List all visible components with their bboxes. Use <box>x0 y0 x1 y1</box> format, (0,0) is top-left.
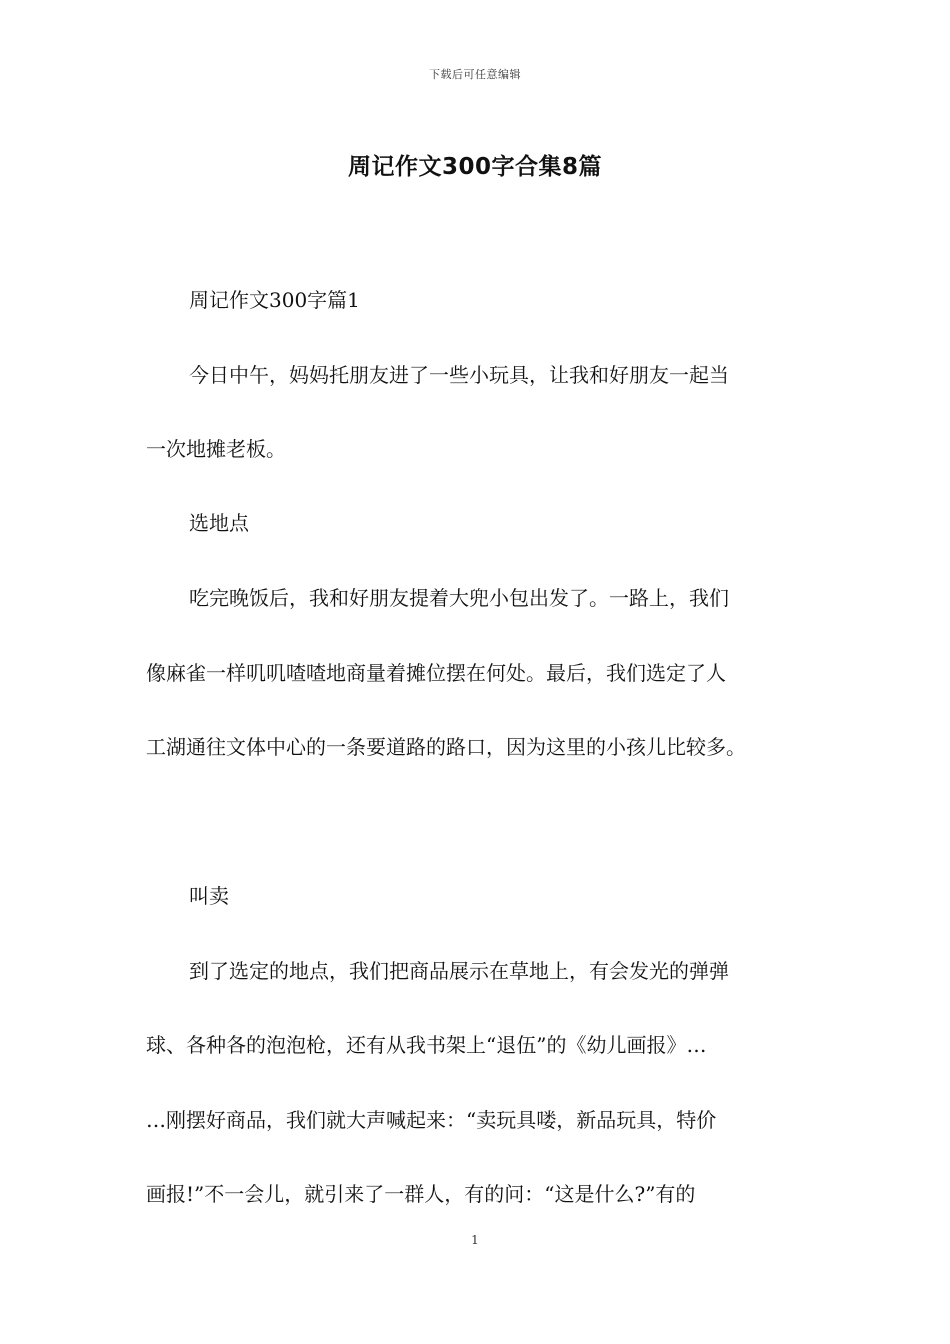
subheading-peddling: 叫卖 <box>189 884 229 908</box>
header-note: 下载后可任意编辑 <box>429 68 521 81</box>
paragraph-line: 吃完晚饭后，我和好朋友提着大兜小包出发了。一路上，我们 <box>189 586 729 610</box>
section-heading-1: 周记作文300字篇1 <box>189 288 360 312</box>
paragraph-line: 到了选定的地点，我们把商品展示在草地上，有会发光的弹弹 <box>189 959 729 983</box>
paragraph-line: 一次地摊老板。 <box>146 437 286 461</box>
page-number: 1 <box>471 1233 479 1247</box>
paragraph-line: 像麻雀一样叽叽喳喳地商量着摊位摆在何处。最后，我们选定了人 <box>146 661 726 685</box>
document-title: 周记作文300字合集8篇 <box>347 154 602 180</box>
paragraph-line: 工湖通往文体中心的一条要道路的路口，因为这里的小孩儿比较多。 <box>146 735 746 759</box>
paragraph-line: 今日中午，妈妈托朋友进了一些小玩具，让我和好朋友一起当 <box>189 363 729 387</box>
paragraph-line: …刚摆好商品，我们就大声喊起来：“卖玩具喽，新品玩具，特价 <box>146 1108 717 1132</box>
subheading-choose-location: 选地点 <box>189 511 249 535</box>
paragraph-line: 球、各种各的泡泡枪，还有从我书架上“退伍”的《幼儿画报》… <box>146 1033 707 1057</box>
paragraph-line: 画报!”不一会儿，就引来了一群人，有的问：“这是什么?”有的 <box>146 1182 696 1206</box>
